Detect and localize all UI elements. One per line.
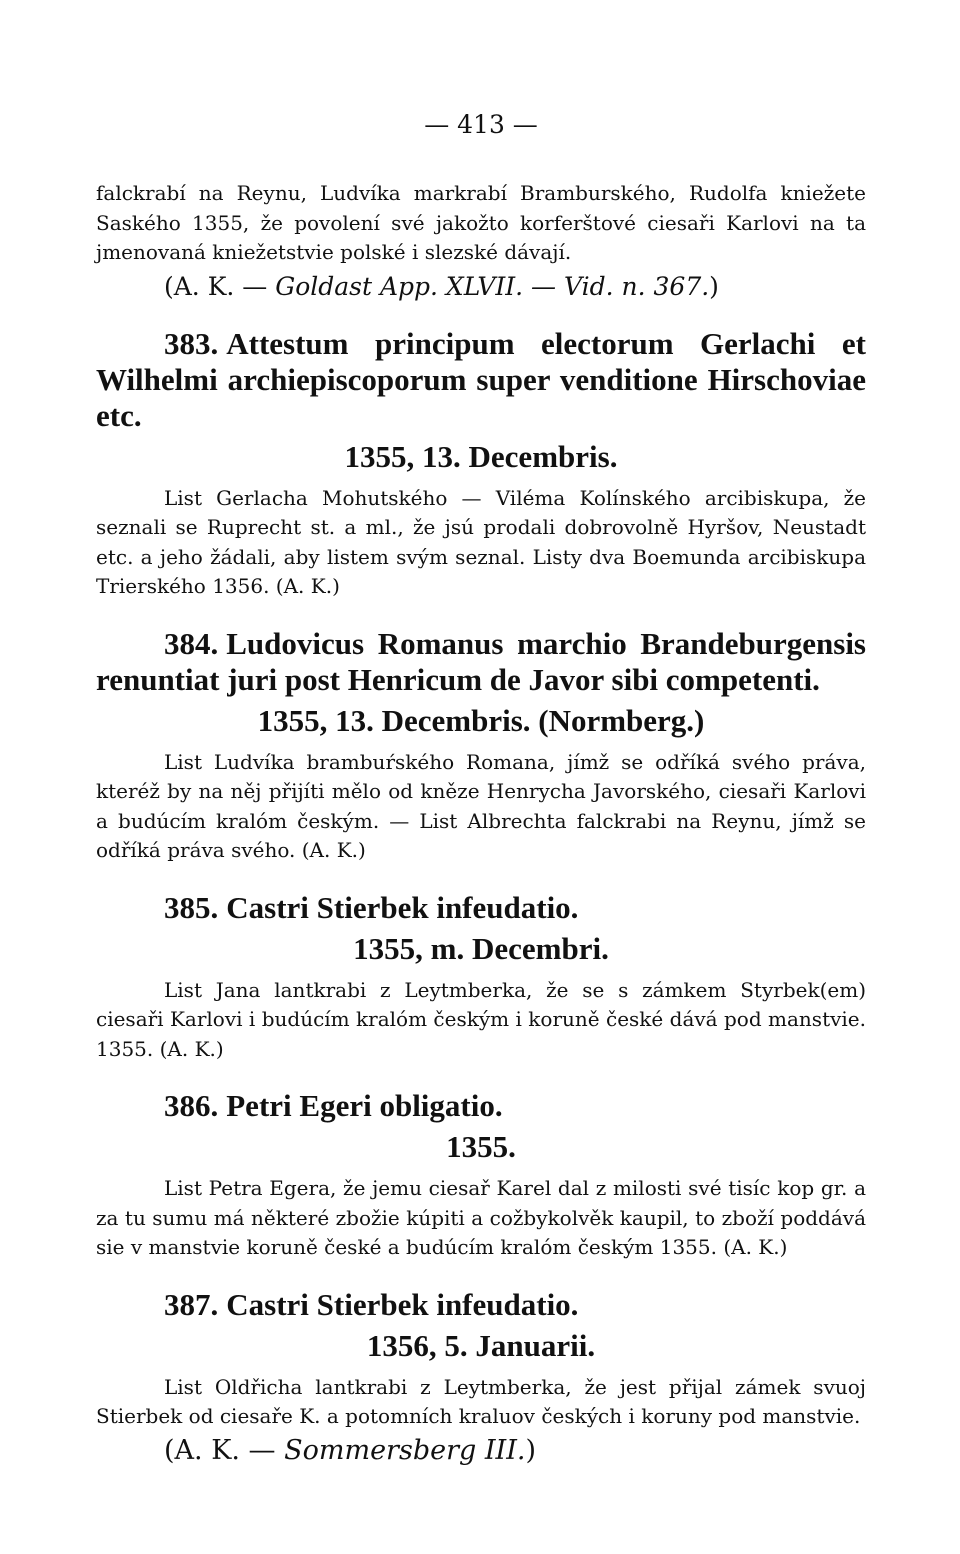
- intro-paragraph: falckrabí na Reynu, Ludvíka markrabí Bramburského, Rudolfa kniežete Saského 1355, že povolení své jakožto korferštové ciesaři Karlovi na ta jmenovaná kniežetstvie polské i slezské dávají.: [96, 181, 866, 264]
- intro-citation: [96, 270, 866, 304]
- entry-386-body: List Petra Egera, že jemu ciesař Karel dal z milosti své tisíc kop gr. a za tu sumu má některé zbožie kúpiti a cožbykolvěk kaupil, to zboží poddává sie v manstvie koruně české a budúcím kralóm českým 1355. (A. K.): [96, 1176, 866, 1259]
- entry-383-date: 1355, 13. Decembris.: [344, 438, 618, 474]
- entry-387-heading: [96, 1287, 866, 1323]
- entry-title: Petri Egeri obligatio.: [226, 1088, 503, 1123]
- entry-384-body: List Ludvíka brambuŕského Romana, jímž se odříká svého práva, kteréž by na něj přijíti mělo od kněze Henrycha Javorského, ciesaři Karlovi a budúcím kralóm českým. — List Albrechta falckrabi na Reynu, jímž se odříká práva svého. (A. K.): [96, 749, 866, 862]
- entry-385-heading: [96, 890, 866, 926]
- entry-387-date: 1356, 5. Januarii.: [366, 1327, 596, 1363]
- entry-383-body: List Gerlacha Mohutského — Viléma Kolínského arcibiskupa, že seznali se Ruprecht st. a ml., že jsú prodali dobrovolně Hyršov, Neustadt etc. a jeho žádali, aby listem svým seznal. Listy dva Boemunda arcibiskupa Trierského 1356. (A. K.): [96, 485, 866, 598]
- entry-title: Castri Stierbek infeudatio.: [226, 1286, 579, 1322]
- entry-386-heading: [96, 1088, 866, 1124]
- entry-number: 383.: [164, 325, 219, 361]
- citation-suffix: ): [709, 271, 719, 301]
- citation-prefix: (A. K. —: [164, 1434, 285, 1466]
- citation-prefix: (A. K. —: [164, 271, 276, 301]
- entry-386-date: 1355.: [446, 1129, 516, 1164]
- entry-number: 384.: [164, 625, 219, 661]
- entry-387-body: List Oldřicha lantkrabi z Leytmberka, že jest přijal zámek svuoj Stierbek od ciesaře K. a potomních kraluov českých i koruny pod manstvie.: [96, 1374, 866, 1428]
- entry-384-heading: [96, 626, 866, 698]
- entry-385-date: 1355, m. Decembri.: [353, 930, 609, 966]
- entry-title: Ludovicus Romanus marchio Brandeburgensis renuntiat juri post Henricum de Javor sibi competenti.: [96, 625, 866, 697]
- page-number: — 413 —: [424, 110, 538, 139]
- citation-suffix: ): [525, 1434, 536, 1466]
- entry-385-body: List Jana lantkrabi z Leytmberka, že se s zámkem Styrbek(em) ciesaři Karlovi i budúcím kralóm českým i koruně české dává pod manstvie. 1355. (A. K.): [96, 977, 866, 1061]
- entry-number: 385.: [164, 889, 219, 925]
- entry-number: 386.: [164, 1088, 219, 1123]
- entry-387-citation: [96, 1434, 866, 1468]
- citation-source: Goldast App. XLVII. — Vid. n. 367.: [275, 271, 710, 301]
- citation-source: Sommersberg III.: [284, 1434, 526, 1466]
- entry-383-heading: [96, 326, 866, 434]
- entry-number: 387.: [164, 1286, 219, 1322]
- entry-title: Castri Stierbek infeudatio.: [226, 889, 579, 925]
- entry-title: Attestum principum electorum Gerlachi et Wilhelmi archiepiscoporum super venditione Hirschoviae etc.: [96, 325, 866, 433]
- document-page: [96, 110, 866, 1468]
- entry-384-date: 1355, 13. Decembris. (Normberg.): [257, 702, 705, 738]
